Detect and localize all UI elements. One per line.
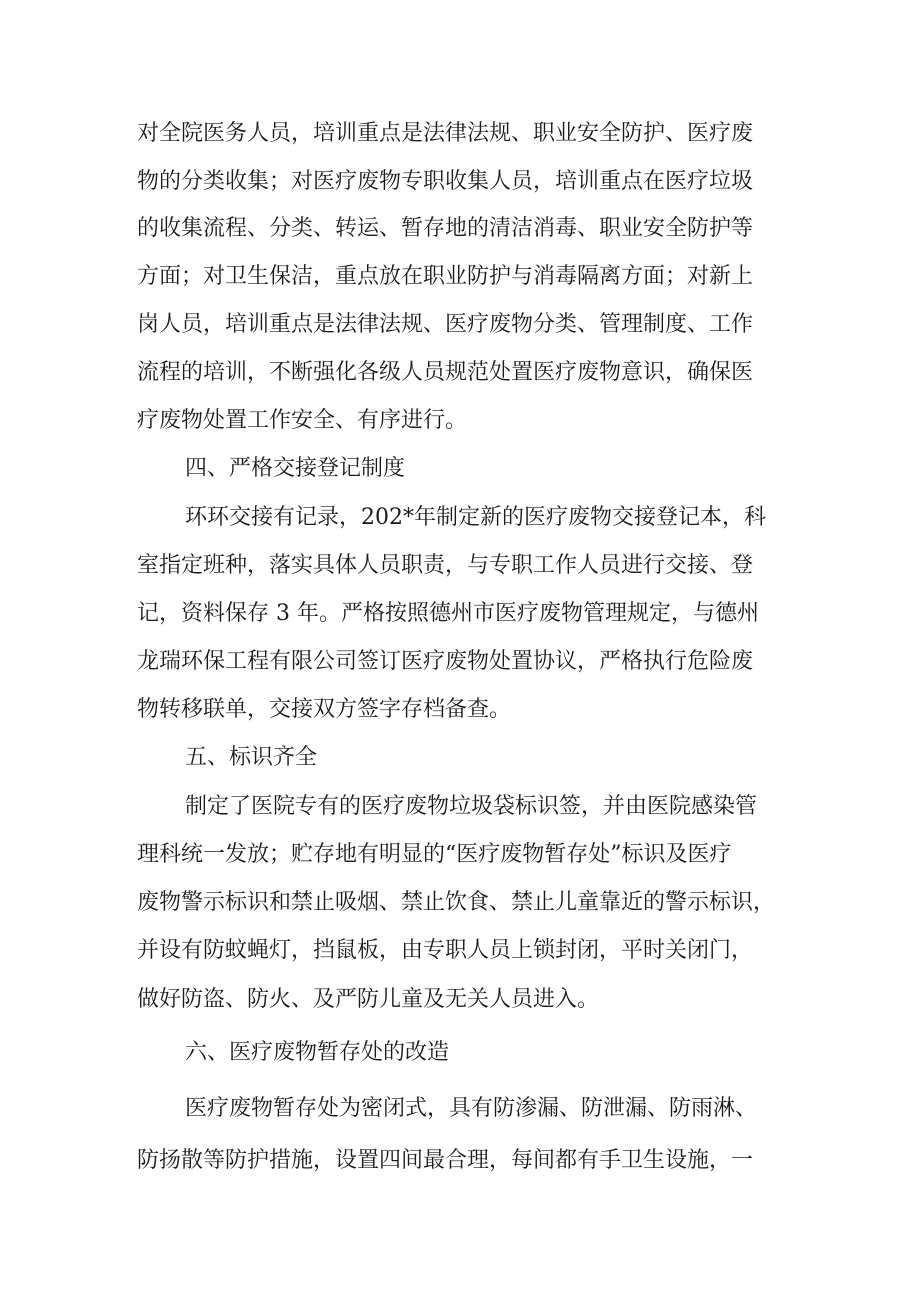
section-heading: 六、医疗废物暂存处的改造 <box>185 1040 450 1065</box>
text-line: 记，资料保存 3 年。严格按照德州市医疗废物管理规定，与德州 <box>137 601 759 626</box>
section-heading: 四、严格交接登记制度 <box>185 456 406 481</box>
text-line: 环环交接有记录，202*年制定新的医疗废物交接登记本，科 <box>185 505 766 530</box>
text-line: 物转移联单，交接双方签字存档备查。 <box>137 697 512 722</box>
text-line: 龙瑞环保工程有限公司签订医疗废物处置协议，严格执行危险废 <box>137 649 754 674</box>
text-line: 废物警示标识和禁止吸烟、禁止饮食、禁止儿童靠近的警示标识， <box>137 890 776 915</box>
text-line: 理科统一发放；贮存地有明显的“医疗废物暂存处”标识及医疗 <box>137 842 732 867</box>
text-line: 防扬散等防护措施，设置四间最合理，每间都有手卫生设施，一 <box>137 1148 754 1173</box>
text-line: 岗人员，培训重点是法律法规、医疗废物分类、管理制度、工作 <box>137 312 754 337</box>
text-line: 制定了医院专有的医疗废物垃圾袋标识签，并由医院感染管 <box>185 794 758 819</box>
text-line: 的收集流程、分类、转运、暂存地的清洁消毒、职业安全防护等 <box>137 216 754 241</box>
text-line: 流程的培训，不断强化各级人员规范处置医疗废物意识，确保医 <box>137 360 754 385</box>
text-line: 做好防盗、防火、及严防儿童及无关人员进入。 <box>137 987 600 1012</box>
section-heading: 五、标识齐全 <box>185 745 318 770</box>
text-line: 物的分类收集；对医疗废物专职收集人员，培训重点在医疗垃圾 <box>137 169 754 194</box>
text-line: 对全院医务人员，培训重点是法律法规、职业安全防护、医疗废 <box>137 121 754 146</box>
text-line: 方面；对卫生保洁，重点放在职业防护与消毒隔离方面；对新上 <box>137 264 754 289</box>
text-line: 室指定班种，落实具体人员职责，与专职工作人员进行交接、登 <box>137 553 754 578</box>
text-line: 医疗废物暂存处为密闭式，具有防渗漏、防泄漏、防雨淋、 <box>185 1096 758 1121</box>
text-line: 并设有防蚊蝇灯，挡鼠板，由专职人员上锁封闭，平时关闭门， <box>137 938 754 963</box>
text-line: 疗废物处置工作安全、有序进行。 <box>137 408 468 433</box>
